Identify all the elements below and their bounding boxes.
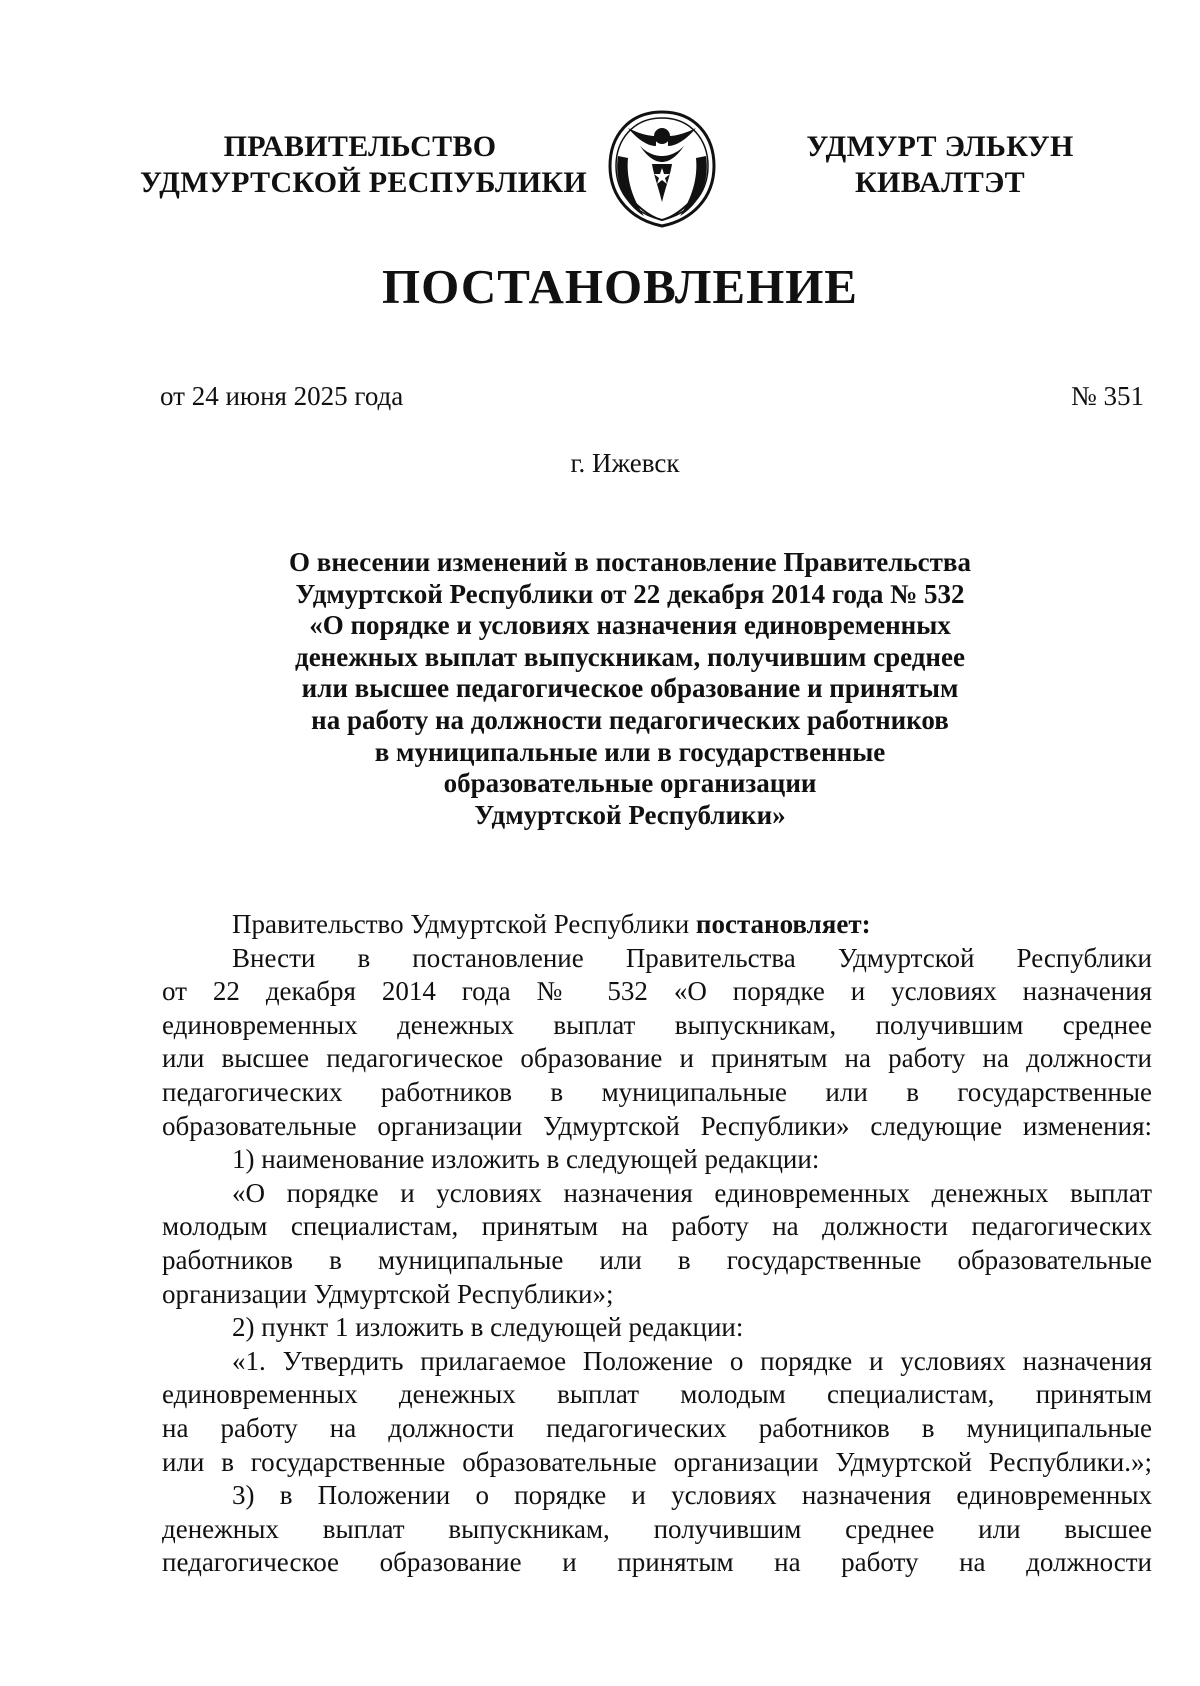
body-line: 3) в Положении о порядке и условиях назначения единовременных xyxy=(232,1480,1152,1511)
subject-line: на работу на должности педагогических работников xyxy=(311,704,949,735)
header-left-line-1: ПРАВИТЕЛЬСТВО xyxy=(223,130,497,163)
subject-line: или высшее педагогическое образование и принятым xyxy=(301,673,959,704)
document-subject xyxy=(240,547,1020,831)
subject-line: Удмуртской Республики» xyxy=(474,799,786,830)
subject-line: «О порядке и условиях назначения единовременных xyxy=(309,610,951,641)
header-right-line-2: КИВАЛТЭТ xyxy=(855,166,1025,199)
body-line: на работу на должности педагогических работников в муниципальные xyxy=(162,1412,1152,1443)
government-name-russian xyxy=(140,129,588,201)
body-line: организации Удмуртской Республики»; xyxy=(162,1278,614,1309)
document-city: г. Ижевск xyxy=(570,448,680,478)
body-line: денежных выплат выпускникам, получившим среднее или высшее xyxy=(162,1513,1152,1544)
body-line: 1) наименование изложить в следующей редакции: xyxy=(232,1144,820,1175)
body-line: молодым специалистам, принятым на работу на должности педагогических xyxy=(162,1211,1152,1242)
header-right-line-1: УДМУРТ ЭЛЬКУН xyxy=(806,130,1074,163)
body-line: или в государственные образовательные организации Удмуртской Республики.»; xyxy=(162,1446,1152,1477)
subject-line: образовательные организации xyxy=(443,768,817,799)
body-line: «1. Утвердить прилагаемое Положение о порядке и условиях назначения xyxy=(232,1345,1152,1376)
document-type-title: ПОСТАНОВЛЕНИЕ xyxy=(382,259,858,314)
document-date: от 24 июня 2025 года xyxy=(160,381,404,411)
header-left-line-2: УДМУРТСКОЙ РЕСПУБЛИКИ xyxy=(140,166,588,199)
body-line: Внести в постановление Правительства Удмуртской Республики xyxy=(232,942,1152,973)
body-line: педагогических работников в муниципальные или в государственные xyxy=(162,1076,1152,1107)
body-line: или высшее педагогическое образование и принятым на работу на должности xyxy=(162,1043,1152,1074)
body-line: единовременных денежных выплат молодым специалистам, принятым xyxy=(162,1379,1152,1410)
body-line: «О порядке и условиях назначения единовременных денежных выплат xyxy=(232,1177,1152,1208)
preamble-verb: постановляет: xyxy=(695,909,871,939)
document-number: № 351 xyxy=(1070,381,1144,411)
body-line: единовременных денежных выплат выпускникам, получившим среднее xyxy=(162,1009,1152,1040)
subject-line: в муниципальные или в государственные xyxy=(374,736,886,767)
preamble-text: Правительство Удмуртской Республики xyxy=(232,909,696,939)
udmurt-coat-of-arms-icon xyxy=(604,106,720,230)
body-line: от 22 декабря 2014 года № 532 «О порядке и условиях назначения xyxy=(162,976,1152,1007)
body-line: педагогическое образование и принятым на работу на должности xyxy=(162,1547,1152,1578)
body-line: работников в муниципальные или в государственные образовательные xyxy=(162,1244,1152,1275)
body-line: 2) пункт 1 изложить в следующей редакции: xyxy=(232,1312,744,1343)
subject-line: О внесении изменений в постановление Правительства xyxy=(289,547,971,577)
preamble-paragraph xyxy=(162,908,1152,942)
document-body xyxy=(162,908,1152,1580)
body-line: образовательные организации Удмуртской Республики» следующие изменения: xyxy=(162,1110,1152,1141)
subject-line: Удмуртской Республики от 22 декабря 2014 года № 532 xyxy=(295,578,965,609)
subject-line: денежных выплат выпускникам, получившим среднее xyxy=(295,641,965,672)
government-name-udmurt xyxy=(780,129,1100,201)
